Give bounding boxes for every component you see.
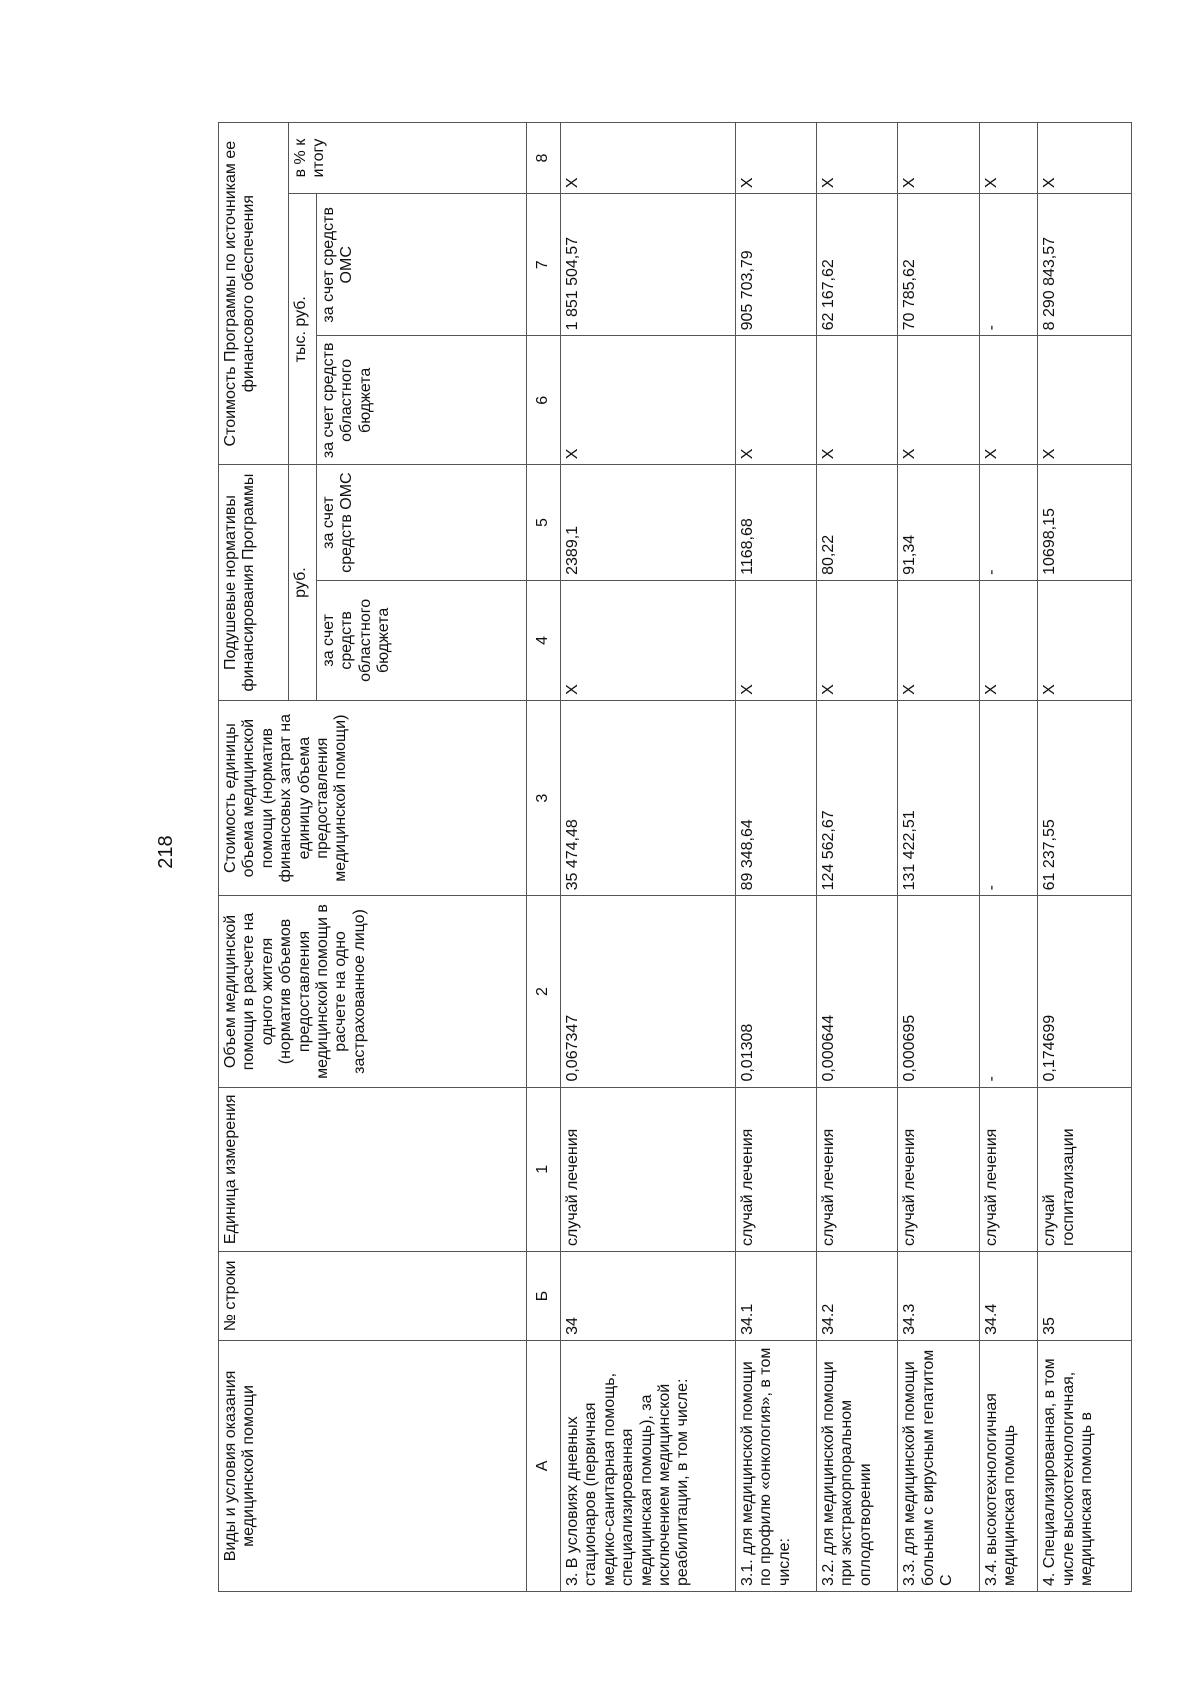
cell-line: 34.1: [735, 1251, 816, 1340]
cell-norm-oms: 10698,15: [1038, 465, 1132, 581]
header-volume: Объем медицинской помощи в расчете на одного жителя (норматив объемов предоставления медицинской помощи в расчете на одно застрахованное лицо): [219, 896, 527, 1087]
table-row: [735, 123, 816, 1592]
header-kinds: Виды и условия оказания медицинской помощи: [219, 1340, 527, 1591]
cell-unit: случай лечения: [979, 1087, 1038, 1251]
cell-volume: 0,067347: [561, 896, 736, 1087]
cell-percent: X: [735, 123, 816, 194]
cell-percent: X: [979, 123, 1038, 194]
column-number: 5: [527, 465, 561, 581]
cell-percent: X: [817, 123, 898, 194]
page-number: 218: [155, 835, 177, 869]
cell-norm-oms: -: [979, 465, 1038, 581]
cell-cost-budget: X: [979, 336, 1038, 465]
cell-line: 34.2: [817, 1251, 898, 1340]
financing-table: [218, 122, 1132, 1592]
cell-volume: 0,000695: [898, 896, 979, 1087]
header-program-cost: Стоимость Программы по источникам ее финансового обеспечения: [219, 123, 289, 465]
cell-kind: 3.3. для медицинской помощи больным с вирусным гепатитом С: [898, 1340, 979, 1591]
cell-line: 35: [1038, 1251, 1132, 1340]
cell-norm-budget: X: [898, 580, 979, 700]
column-number: Б: [527, 1251, 561, 1340]
column-number: 8: [527, 123, 561, 194]
cell-cost-oms: 62 167,62: [817, 194, 898, 336]
column-number: 2: [527, 896, 561, 1087]
cell-unit-cost: 131 422,51: [898, 700, 979, 896]
cell-norm-oms: 91,34: [898, 465, 979, 581]
header-unit: Единица измерения: [219, 1087, 527, 1251]
cell-norm-budget: X: [979, 580, 1038, 700]
cell-unit: случай госпитализации: [1038, 1087, 1132, 1251]
cell-kind: 3.1. для медицинской помощи по профилю «онкология», в том числе:: [735, 1340, 816, 1591]
column-number: 6: [527, 336, 561, 465]
cell-cost-budget: X: [1038, 336, 1132, 465]
cell-unit: случай лечения: [817, 1087, 898, 1251]
header-cost-budget: за счет средств областного бюджета: [317, 336, 527, 465]
cell-cost-oms: 905 703,79: [735, 194, 816, 336]
cell-unit: случай лечения: [561, 1087, 736, 1251]
cell-line: 34: [561, 1251, 736, 1340]
rotated-table-container: [218, 122, 1132, 1592]
cell-percent: X: [561, 123, 736, 194]
column-numbers-row: [527, 123, 561, 1592]
header-line-number: № строки: [219, 1251, 527, 1340]
cell-cost-budget: X: [817, 336, 898, 465]
table-row: [1038, 123, 1132, 1592]
header-norm-oms: за счет средств ОМС: [317, 465, 527, 581]
header-percent: в % к итогу: [289, 123, 527, 194]
cell-norm-oms: 2389,1: [561, 465, 736, 581]
cell-line: 34.3: [898, 1251, 979, 1340]
cell-unit: случай лечения: [898, 1087, 979, 1251]
cell-norm-oms: 80,22: [817, 465, 898, 581]
cell-norm-oms: 1168,68: [735, 465, 816, 581]
cell-norm-budget: X: [1038, 580, 1132, 700]
column-number: 3: [527, 700, 561, 896]
cell-cost-budget: X: [898, 336, 979, 465]
column-number: 7: [527, 194, 561, 336]
cell-volume: 0,174699: [1038, 896, 1132, 1087]
table-body: [561, 123, 1132, 1592]
cell-unit: случай лечения: [735, 1087, 816, 1251]
cell-norm-budget: X: [817, 580, 898, 700]
cell-percent: X: [1038, 123, 1132, 194]
cell-cost-oms: -: [979, 194, 1038, 336]
table-row: [898, 123, 979, 1592]
cell-cost-budget: X: [561, 336, 736, 465]
cell-norm-budget: X: [735, 580, 816, 700]
header-norms-unit: руб.: [289, 465, 317, 701]
header-per-capita-norms: Подушевые нормативы финансирования Программы: [219, 465, 289, 701]
cell-volume: 0,000644: [817, 896, 898, 1087]
cell-volume: -: [979, 896, 1038, 1087]
cell-line: 34.4: [979, 1251, 1038, 1340]
cell-percent: X: [898, 123, 979, 194]
table-row: [561, 123, 736, 1592]
cell-kind: 3.4. высокотехнологичная медицинская помощь: [979, 1340, 1038, 1591]
cell-cost-budget: X: [735, 336, 816, 465]
table-row: [817, 123, 898, 1592]
cell-kind: 3. В условиях дневных стационаров (первичная медико-санитарная помощь, специализированная медицинская помощь), за исключением медицинской реабилитации, в том числе:: [561, 1340, 736, 1591]
header-norm-budget: за счет средств областного бюджета: [317, 580, 527, 700]
table-row: [979, 123, 1038, 1592]
column-number: 4: [527, 580, 561, 700]
cell-unit-cost: 89 348,64: [735, 700, 816, 896]
header-cost-oms: за счет средств ОМС: [317, 194, 527, 336]
table-header: [219, 123, 561, 1592]
cell-kind: 4. Специализированная, в том числе высокотехнологичная, медицинская помощь в: [1038, 1340, 1132, 1591]
cell-kind: 3.2. для медицинской помощи при экстракорпоральном оплодотворении: [817, 1340, 898, 1591]
cell-cost-oms: 8 290 843,57: [1038, 194, 1132, 336]
cell-norm-budget: X: [561, 580, 736, 700]
cell-unit-cost: 61 237,55: [1038, 700, 1132, 896]
cell-unit-cost: 124 562,67: [817, 700, 898, 896]
column-number: А: [527, 1340, 561, 1591]
cell-unit-cost: 35 474,48: [561, 700, 736, 896]
cell-unit-cost: -: [979, 700, 1038, 896]
cell-cost-oms: 70 785,62: [898, 194, 979, 336]
cell-volume: 0,01308: [735, 896, 816, 1087]
header-unit-cost: Стоимость единицы объема медицинской помощи (норматив финансовых затрат на единицу объема предоставления медицинской помощи): [219, 700, 527, 896]
cell-cost-oms: 1 851 504,57: [561, 194, 736, 336]
header-cost-unit: тыс. руб.: [289, 194, 317, 465]
column-number: 1: [527, 1087, 561, 1251]
